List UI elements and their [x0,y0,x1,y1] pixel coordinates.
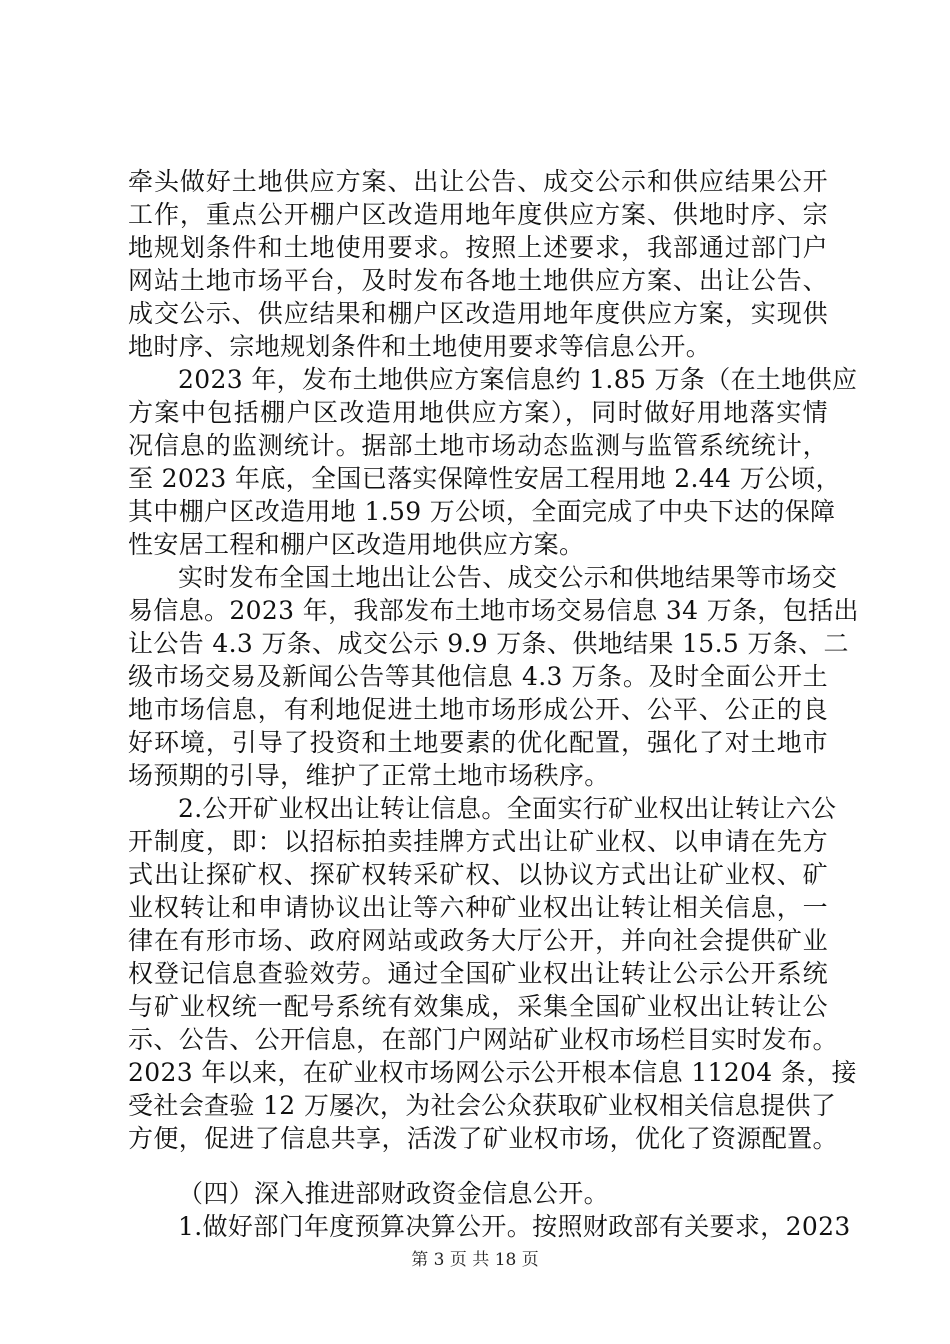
paragraph-land-supply-2023 [128,363,858,561]
text-line: 实时发布全国土地出让公告、成交公示和供地结果等市场交 [178,563,838,592]
text-line: 其中棚户区改造用地 1.59 万公顷，全面完成了中央下达的保障 [128,497,836,526]
section-heading-text: （四）深入推进部财政资金信息公开。 [178,1179,609,1208]
section-heading-finance [128,1177,828,1210]
text-line: 性安居工程和棚户区改造用地供应方案。 [128,530,585,559]
paragraph-mining-rights [128,792,857,1155]
text-line: 成交公示、供应结果和棚户区改造用地年度供应方案，实现供 [128,299,828,328]
text-line: 式出让探矿权、探矿权转采矿权、以协议方式出让矿业权、矿 [128,860,828,889]
text-line: 地规划条件和土地使用要求。按照上述要求，我部通过部门户 [128,233,828,262]
text-line: 地时序、宗地规划条件和土地使用要求等信息公开。 [128,332,712,361]
text-line: 地市场信息，有利地促进土地市场形成公开、公平、公正的良 [128,695,828,724]
text-line: 开制度，即：以招标拍卖挂牌方式出让矿业权、以申请在先方 [128,827,828,856]
paragraph-land-supply-continued [128,165,828,363]
text-line: 好环境，引导了投资和土地要素的优化配置，强化了对土地市 [128,728,828,757]
text-line: 2.公开矿业权出让转让信息。全面实行矿业权出让转让六公 [178,794,837,823]
text-line: 1.做好部门年度预算决算公开。按照财政部有关要求，2023 [178,1212,851,1241]
text-line: 级市场交易及新闻公告等其他信息 4.3 万条。及时全面公开土 [128,662,828,691]
text-line: 牵头做好土地供应方案、出让公告、成交公示和供应结果公开 [128,167,828,196]
text-line: 业权转让和申请协议出让等六种矿业权出让转让相关信息，一 [128,893,828,922]
text-line: 方案中包括棚户区改造用地供应方案），同时做好用地落实情 [128,398,828,427]
text-line: 2023 年以来，在矿业权市场网公示公开根本信息 11204 条，接 [128,1058,857,1087]
text-line: 至 2023 年底，全国已落实保障性安居工程用地 2.44 万公顷， [128,464,841,493]
text-line: 易信息。2023 年，我部发布土地市场交易信息 34 万条，包括出 [128,596,859,625]
text-line: 律在有形市场、政府网站或政务大厅公开，并向社会提供矿业 [128,926,828,955]
text-line: 工作，重点公开棚户区改造用地年度供应方案、供地时序、宗 [128,200,828,229]
text-line: 与矿业权统一配号系统有效集成，采集全国矿业权出让转让公 [128,992,828,1021]
text-line: 况信息的监测统计。据部土地市场动态监测与监管系统统计， [128,431,828,460]
text-line: 受社会查验 12 万屡次，为社会公众获取矿业权相关信息提供了 [128,1091,837,1120]
text-line: 示、公告、公开信息，在部门户网站矿业权市场栏目实时发布。 [128,1025,838,1054]
paragraph-market-transactions [128,561,859,792]
page-number: 第 3 页 共 18 页 [411,1250,539,1270]
page-footer [0,1245,950,1270]
text-line: 权登记信息查验效劳。通过全国矿业权出让转让公示公开系统 [128,959,828,988]
text-line: 方便，促进了信息共享，活泼了矿业权市场，优化了资源配置。 [128,1124,838,1153]
text-line: 让公告 4.3 万条、成交公示 9.9 万条、供地结果 15.5 万条、二 [128,629,849,658]
document-body [128,165,859,1243]
text-line: 2023 年，发布土地供应方案信息约 1.85 万条（在土地供应 [178,365,858,394]
text-line: 网站土地市场平台，及时发布各地土地供应方案、出让公告、 [128,266,828,295]
text-line: 场预期的引导，维护了正常土地市场秩序。 [128,761,610,790]
paragraph-budget-disclosure [128,1210,851,1243]
